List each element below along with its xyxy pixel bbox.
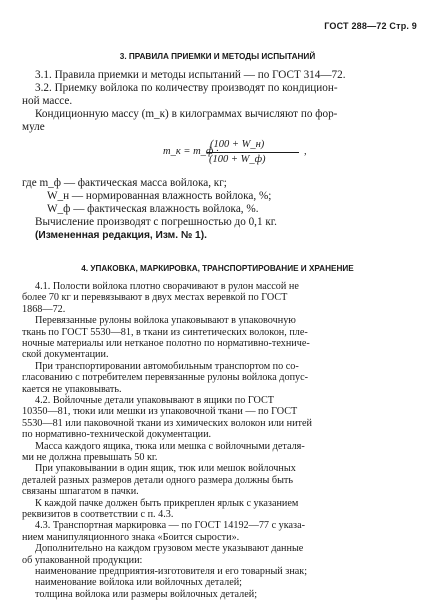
s4-line: Дополнительно на каждом грузовом месте указывают данные — [35, 543, 304, 555]
s4-line: 5530—81 или паковочной ткани из химических волокон или нитей — [22, 417, 312, 429]
section-3-title: 3. ПРАВИЛА ПРИЕМКИ И МЕТОДЫ ИСПЫТАНИЙ — [119, 52, 316, 61]
s4-line: кается не упаковывать. — [22, 383, 122, 395]
s4-line: связаны шпагатом в пачки. — [22, 486, 139, 498]
s4-line: ткань по ГОСТ 5530—81, в ткани из синтетических волокон, пле- — [22, 326, 308, 338]
s4-line: Масса каждого ящика, тюка или мешка с войлочными деталя- — [35, 440, 305, 452]
s4-line: толщина войлока или размеры войлочных деталей; — [35, 588, 258, 600]
formula-denominator: (100 + W_ф) — [209, 154, 266, 165]
s4-line: наименование предприятия-изготовителя и его товарный знак; — [35, 566, 308, 577]
s4-line: 4.2. Войлочные детали упаковывают в ящики по ГОСТ — [35, 395, 274, 406]
s4-line: ночные материалы или нетканое полотно по нормативно-техниче- — [22, 338, 310, 349]
s3-where: W_н — нормированная влажность войлока, %; — [47, 190, 272, 202]
page-header: ГОСТ 288—72 Стр. 9 — [324, 21, 417, 31]
s4-line: об упакованной продукции: — [22, 554, 143, 566]
amendment-note: (Измененная редакция, Изм. № 1). — [35, 230, 207, 241]
formula-numerator: (100 + W_н) — [210, 139, 265, 150]
s4-line: При упаковывании в один ящик, тюк или мешок войлочных — [35, 463, 296, 475]
s4-line: по нормативно-технической документации. — [22, 429, 212, 441]
s4-line: К каждой пачке должен быть прикреплен ярлык с указанием — [35, 497, 299, 509]
s4-line: При транспортировании автомобильным транспортом по со- — [35, 360, 299, 372]
s4-line: более 70 кг и перевязывают в двух местах веревкой по ГОСТ — [22, 292, 288, 304]
mass-formula — [163, 139, 323, 169]
formula-trail: , — [304, 146, 307, 157]
s4-line: гласованию с потребителем перевязанные рулоны войлока допус- — [22, 372, 309, 384]
s3-line: муле — [22, 121, 45, 133]
s4-line: деталей разных размеров детали одного размера должны быть — [22, 474, 294, 486]
s3-where: Вычисление производят с погрешностью до 0,1 кг. — [35, 216, 277, 228]
section-4-title: 4. УПАКОВКА, МАРКИРОВКА, ТРАНСПОРТИРОВАНИЕ И ХРАНЕНИЕ — [81, 264, 354, 273]
s4-line: 4.1. Полости войлока плотно сворачивают в рулон массой не — [35, 281, 299, 292]
s4-line: 10350—81, тюки или мешки из упаковочной ткани — по ГОСТ — [22, 406, 298, 418]
formula-lhs: m_к = m_ф · — [163, 146, 219, 157]
s3-line: 3.2. Приемку войлока по количеству производят по кондицион- — [35, 82, 338, 94]
s4-line: нием манипуляционного знака «Боится сырости». — [22, 531, 240, 543]
s3-line: 3.1. Правила приемки и методы испытаний — по ГОСТ 314—72. — [35, 69, 346, 81]
s3-line: Кондиционную массу (m_к) в килограммах вычисляют по фор- — [35, 108, 338, 120]
s3-where: W_ф — фактическая влажность войлока, %. — [47, 203, 259, 215]
s3-where: где m_ф — фактическая масса войлока, кг; — [22, 177, 227, 189]
s4-line: 4.3. Транспортная маркировка — по ГОСТ 14192—77 с указа- — [35, 520, 305, 532]
s4-line: 1868—72. — [22, 303, 66, 315]
s4-line: наименование войлока или войлочных деталей; — [35, 577, 243, 589]
s4-line: Перевязанные рулоны войлока упаковывают в упаковочную — [35, 315, 296, 327]
s4-line: реквизитов в соответствии с п. 4.3. — [22, 509, 174, 520]
s3-line: ной массе. — [22, 95, 73, 107]
s4-line: ской документации. — [22, 349, 109, 361]
s4-line: ми не должна превышать 50 кг. — [22, 452, 158, 463]
fraction-bar — [207, 152, 299, 153]
